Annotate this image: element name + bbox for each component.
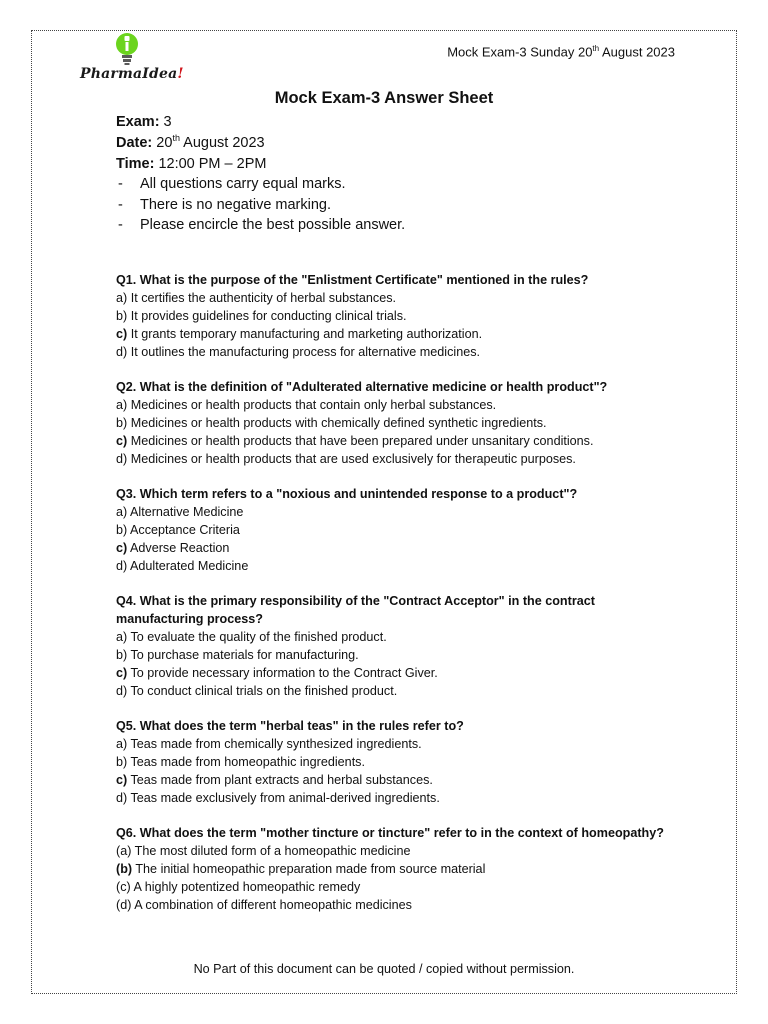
exam-row: Exam: 3: [116, 114, 172, 130]
instruction-item: - All questions carry equal marks.: [118, 176, 346, 192]
option-d[interactable]: d) It outlines the manufacturing process for alternative medicines.: [116, 345, 481, 359]
option-b[interactable]: b) It provides guidelines for conducting clinical trials.: [116, 309, 407, 323]
option-d[interactable]: d) To conduct clinical trials on the finished product.: [116, 684, 398, 698]
lightbulb-icon: [80, 32, 180, 70]
option-a[interactable]: a) To evaluate the quality of the finished product.: [116, 630, 387, 644]
page-title: Mock Exam-3 Answer Sheet: [274, 89, 494, 107]
question-2: [116, 378, 676, 468]
option-c[interactable]: c) Medicines or health products that have been prepared under unsanitary conditions.: [116, 434, 594, 448]
option-a[interactable]: a) Teas made from chemically synthesized ingredients.: [116, 737, 422, 751]
option-d[interactable]: d) Adulterated Medicine: [116, 559, 249, 573]
question-text: Q5. What does the term "herbal teas" in the rules refer to?: [116, 719, 464, 733]
option-a[interactable]: a) Medicines or health products that contain only herbal substances.: [116, 398, 497, 412]
date-row: Date: 20th August 2023: [116, 133, 265, 151]
instruction-item: - There is no negative marking.: [118, 196, 332, 213]
question-6: [116, 824, 676, 914]
option-d[interactable]: d) Medicines or health products that are used exclusively for therapeutic purposes.: [116, 452, 576, 466]
option-a[interactable]: a) It certifies the authenticity of herbal substances.: [116, 291, 397, 305]
option-b[interactable]: b) Teas made from homeopathic ingredients.: [116, 755, 365, 769]
question-5: [116, 717, 676, 807]
option-c[interactable]: (c) A highly potentized homeopathic remedy: [116, 880, 361, 894]
time-row: Time: 12:00 PM – 2PM: [116, 156, 267, 172]
question-3: [116, 485, 676, 575]
option-d[interactable]: (d) A combination of different homeopathic medicines: [116, 898, 412, 912]
option-c[interactable]: c) To provide necessary information to the Contract Giver.: [116, 666, 438, 680]
question-4: [116, 592, 676, 700]
option-c[interactable]: c) Teas made from plant extracts and herbal substances.: [116, 773, 433, 787]
option-a[interactable]: (a) The most diluted form of a homeopathic medicine: [116, 844, 411, 858]
option-c[interactable]: c) It grants temporary manufacturing and marketing authorization.: [116, 327, 483, 341]
option-d[interactable]: d) Teas made exclusively from animal-derived ingredients.: [116, 791, 440, 805]
question-text: Q1. What is the purpose of the "Enlistment Certificate" mentioned in the rules?: [116, 273, 589, 287]
header-exam-date: Mock Exam-3 Sunday 20th August 2023: [447, 44, 675, 60]
option-b[interactable]: (b) The initial homeopathic preparation made from source material: [116, 862, 486, 876]
instruction-item: - Please encircle the best possible answer.: [118, 217, 406, 233]
option-c[interactable]: c) Adverse Reaction: [116, 541, 230, 555]
option-b[interactable]: b) Acceptance Criteria: [116, 523, 240, 537]
option-b[interactable]: b) To purchase materials for manufacturing.: [116, 648, 359, 662]
question-1: [116, 271, 676, 361]
question-text: Q4. What is the primary responsibility of the "Contract Acceptor" in the contract manufacturing process?: [116, 594, 595, 626]
pharmaidea-logo: [80, 32, 184, 92]
question-text: Q3. Which term refers to a "noxious and unintended response to a product"?: [116, 487, 578, 501]
question-text: Q6. What does the term "mother tincture or tincture" refer to in the context of homeopathy?: [116, 826, 664, 840]
option-b[interactable]: b) Medicines or health products with chemically defined synthetic ingredients.: [116, 416, 547, 430]
exam-meta: [116, 112, 266, 175]
instructions-list: [118, 174, 405, 236]
option-a[interactable]: a) Alternative Medicine: [116, 505, 244, 519]
logo-wordmark: PharmaIdea!: [80, 66, 184, 82]
questions-list: [116, 271, 676, 931]
copyright-notice: No Part of this document can be quoted / copied without permission.: [193, 962, 575, 976]
question-text: Q2. What is the definition of "Adulterated alternative medicine or health product"?: [116, 380, 608, 394]
